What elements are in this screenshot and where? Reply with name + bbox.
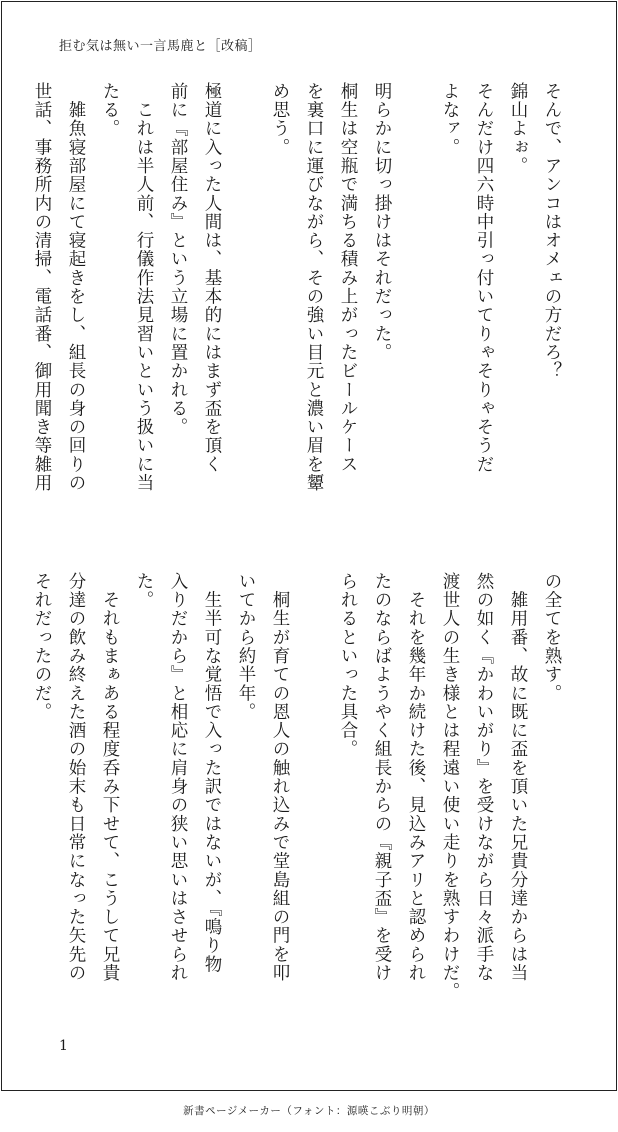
text-line: 錦山よぉ。 [508, 82, 528, 176]
text-line: 前に『部屋住み』という立場に置かれる。 [168, 82, 188, 437]
page-frame [1, 1, 617, 1091]
text-line: よなァ。 [440, 82, 460, 157]
text-line: 分達の飲み終えた酒の始末も日常になった矢先の [66, 572, 86, 983]
text-line: これは半人前、行儀作法見習いという扱いに当 [134, 82, 154, 493]
text-line: を裏口に運びながら、その強い目元と濃い眉を顰 [304, 82, 324, 493]
footer-credit: 新書ページメーカー（フォント：源暎こぶり明朝） [183, 1105, 435, 1117]
text-block-bottom [32, 572, 569, 1012]
text-line: られるといった具合。 [338, 572, 358, 759]
text-line: それを幾年か続けた後、見込みアリと認められ [406, 572, 426, 983]
text-line: それだったのだ。 [32, 572, 52, 722]
text-line: 入りだから』と相応に肩身の狭い思いはさせられ [168, 572, 188, 983]
text-line: の全てを熟す。 [542, 572, 562, 703]
text-line: そんだけ四六時中引っ付いてりゃそりゃそうだ [474, 82, 494, 474]
page-number: 1 [59, 1038, 68, 1054]
page-header-title: 拒む気は無い一言馬鹿と［改稿］ [59, 39, 262, 54]
text-line: 然の如く『かわいがり』を受けながら日々派手な [474, 572, 494, 983]
text-line: そんで、アンコはオメェの方だろ？ [542, 82, 562, 381]
text-line: 極道に入った人間は、基本的にはまず盃を頂く [202, 82, 222, 474]
text-line: 雑魚寝部屋にて寝起きをし、組長の身の回りの [66, 82, 86, 493]
text-line: たのならばようやく組長からの『親子盃』を受け [372, 572, 392, 983]
text-line: 生半可な覚悟で入った訳ではないが、『鳴り物 [202, 572, 222, 974]
text-line: それもまぁある程度呑み下せて、こうして兄貴 [100, 572, 120, 983]
blank-line [399, 82, 433, 522]
text-line: 明らかに切っ掛けはそれだった。 [372, 82, 392, 362]
text-line: 雑用番、故に既に盃を頂いた兄貴分達からは当 [508, 572, 528, 983]
text-block-top [32, 82, 569, 522]
text-line: 渡世人の生き様とは程遠い使い走りを熟すわけだ。 [440, 572, 460, 1001]
text-line: いてから約半年。 [236, 572, 256, 722]
text-line: 桐生が育ての恩人の触れ込みで堂島組の門を叩 [270, 572, 290, 983]
text-line: 世話、事務所内の清掃、電話番、御用聞き等雑用 [32, 82, 52, 493]
text-line: た。 [134, 572, 154, 610]
blank-line [297, 572, 331, 1012]
text-line: たる。 [100, 82, 120, 138]
text-line: 桐生は空瓶で満ちる積み上がったビールケース [338, 82, 358, 474]
text-line: め思う。 [270, 82, 290, 157]
blank-line [229, 82, 263, 522]
